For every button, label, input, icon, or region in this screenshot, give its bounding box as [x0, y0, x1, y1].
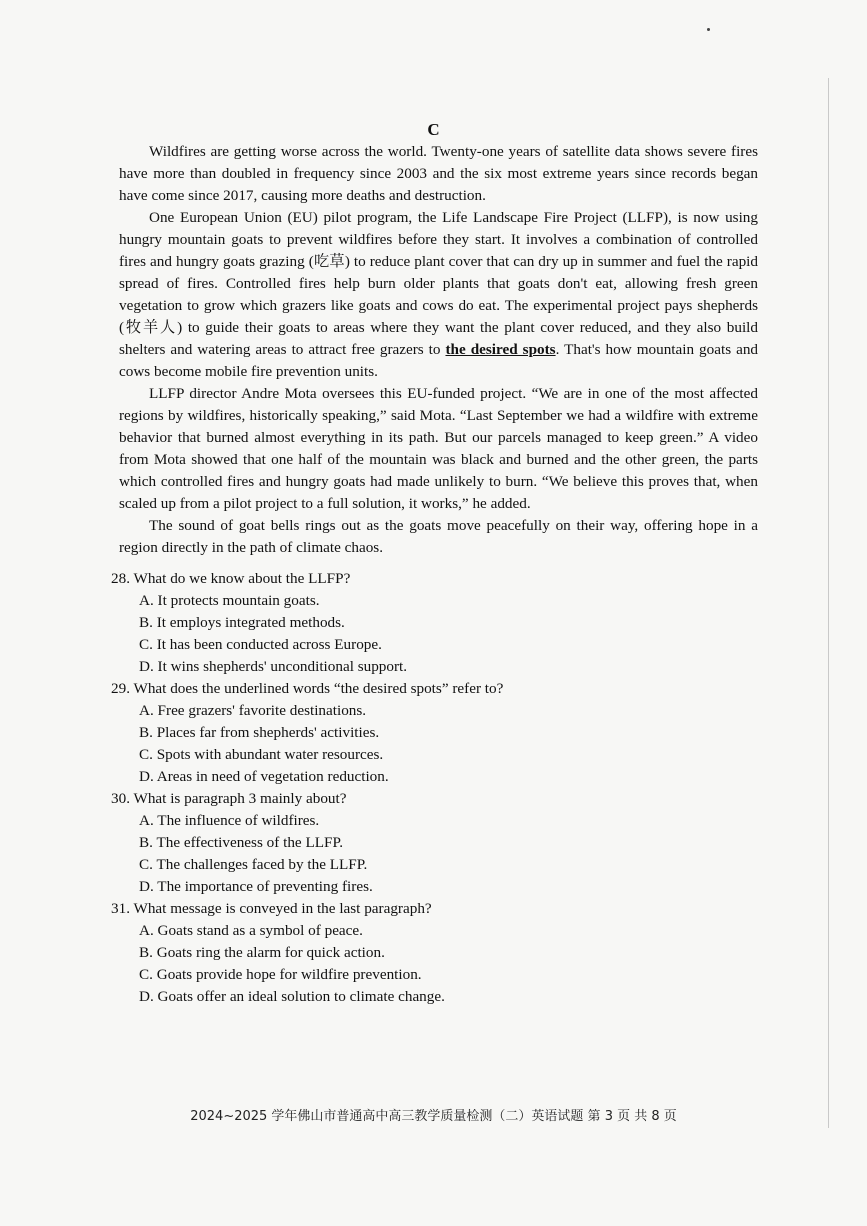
- question-31: [111, 898, 761, 1008]
- option-a: A. It protects mountain goats.: [139, 592, 320, 609]
- reading-passage: [119, 141, 758, 559]
- option-list: [111, 700, 761, 788]
- option-b: B. It employs integrated methods.: [139, 614, 345, 631]
- question-stem: 29. What does the underlined words “the desired spots” refer to?: [111, 680, 504, 697]
- option-d: D. The importance of preventing fires.: [139, 878, 373, 895]
- option-list: [111, 810, 761, 898]
- question-stem: 30. What is paragraph 3 mainly about?: [111, 790, 347, 807]
- question-28: [111, 568, 761, 678]
- option-b: B. The effectiveness of the LLFP.: [139, 834, 344, 851]
- option-list: [111, 920, 761, 1008]
- paragraph-2-text-a: One European Union (EU) pilot program, the Life Landscape Fire Project (LLFP), is now using hungry mountain goats to prevent wildfires before they start. It involves a combination of controlled fires and hungry goats grazing (吃草) to reduce plant cover that can dry up in summer and fuel the rapid spread of fires. Controlled fires help burn older plants that goats don't eat, allowing fresh green vegetation to grow which grazers like goats and cows do eat. The experimental project pays shepherds (牧羊人) to guide their goats to areas where they want the plant cover reduced, and they also build shelters and watering areas to attract free grazers to: [119, 209, 758, 358]
- option-c: C. The challenges faced by the LLFP.: [139, 856, 368, 873]
- question-stem: 28. What do we know about the LLFP?: [111, 570, 351, 587]
- option-d: D. Areas in need of vegetation reduction.: [139, 768, 389, 785]
- scan-edge-line: [828, 78, 829, 1128]
- question-29: [111, 678, 761, 788]
- section-letter: C: [427, 120, 440, 139]
- option-b: B. Places far from shepherds' activities.: [139, 724, 380, 741]
- option-c: C. Goats provide hope for wildfire prevention.: [139, 966, 422, 983]
- option-list: [111, 590, 761, 678]
- page-footer: 2024~2025 学年佛山市普通高中高三教学质量检测（二）英语试题 第 3 页 共 8 页: [190, 1109, 677, 1124]
- paragraph-4: The sound of goat bells rings out as the goats move peacefully on their way, offering hope in a region directly in the path of climate chaos.: [119, 517, 758, 556]
- paragraph-3: LLFP director Andre Mota oversees this EU-funded project. “We are in one of the most affected regions by wildfires, historically speaking,” said Mota. “Last September we had a wildfire with extreme behavior that burned almost everything in its path. But our parcels managed to keep green.” A video from Mota showed that one half of the mountain was black and burned and the other green, the parts which controlled fires and hungry goats had made unlikely to burn. “We believe this proves that, when scaled up from a pilot project to a full solution, it works,” he added.: [119, 385, 758, 512]
- option-d: D. Goats offer an ideal solution to climate change.: [139, 988, 445, 1005]
- underlined-phrase: the desired spots: [445, 341, 556, 358]
- paragraph-1: Wildfires are getting worse across the world. Twenty-one years of satellite data shows severe fires have more than doubled in frequency since 2003 and the six most extreme years since records began have come since 2017, causing more deaths and destruction.: [119, 143, 758, 204]
- option-a: A. Free grazers' favorite destinations.: [139, 702, 367, 719]
- option-c: C. It has been conducted across Europe.: [139, 636, 382, 653]
- option-c: C. Spots with abundant water resources.: [139, 746, 384, 763]
- paragraph-2: [119, 207, 758, 383]
- question-30: [111, 788, 761, 898]
- option-a: A. The influence of wildfires.: [139, 812, 320, 829]
- option-a: A. Goats stand as a symbol of peace.: [139, 922, 363, 939]
- scan-speck: [707, 28, 710, 31]
- paragraph-2-text-b: . That's how mountain goats and cows become mobile fire prevention units.: [119, 341, 759, 380]
- option-d: D. It wins shepherds' unconditional support.: [139, 658, 408, 675]
- option-b: B. Goats ring the alarm for quick action.: [139, 944, 385, 961]
- question-list: [111, 568, 761, 1008]
- question-stem: 31. What message is conveyed in the last paragraph?: [111, 900, 432, 917]
